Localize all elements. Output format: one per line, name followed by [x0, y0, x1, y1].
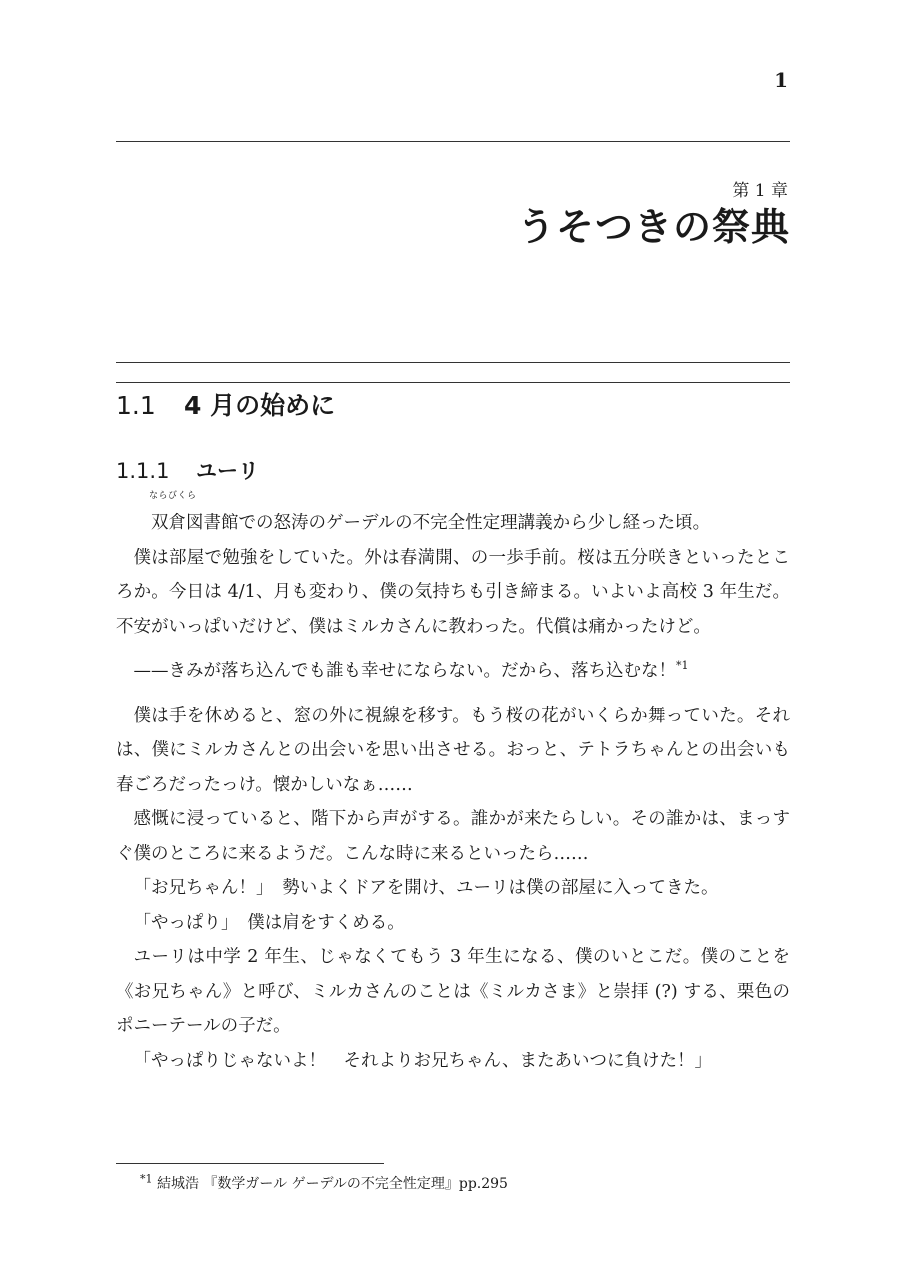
subsection-number: 1.1.1 [116, 459, 170, 483]
section-heading [116, 386, 335, 422]
paragraph: 感慨に浸っていると、階下から声がする。誰かが来たらしい。その誰かは、まっすぐ僕のところに来るようだ。こんな時に来るといったら…… [116, 809, 790, 864]
footnote-text: 結城浩 『数学ガール ゲーデルの不完全性定理』pp.295 [156, 1176, 508, 1192]
paragraph [116, 491, 790, 541]
section-number: 1.1 [116, 391, 156, 420]
page-number: 1 [774, 68, 788, 92]
paragraph: 僕は手を休めると、窓の外に視線を移す。もう桜の花がいくらか舞っていた。それは、僕にミルカさんとの出会いを思い出させる。おっと、テトラちゃんとの出会いも春ごろだったっけ。懐かしいなぁ…… [116, 705, 790, 795]
chapter-label: 第 1 章 [732, 181, 788, 201]
paragraph: 「やっぱりじゃないよ！ それよりお兄ちゃん、またあいつに負けた！」 [133, 1050, 713, 1071]
footnote-rule [116, 1163, 384, 1164]
subsection-heading [116, 455, 259, 485]
footnote-mark: *1 [140, 1172, 153, 1186]
footnote [140, 1173, 508, 1193]
ruby-base: 双倉 [151, 513, 186, 533]
paragraph-text: 図書館での怒涛のゲーデルの不完全性定理講義から少し経った頃。 [186, 513, 711, 533]
paragraph: 「やっぱり」 僕は肩をすくめる。 [133, 912, 405, 933]
chapter-rule-bottom [116, 362, 790, 363]
section-title: 4 月の始めに [184, 391, 336, 420]
subsection-title: ユーリ [196, 459, 259, 483]
chapter-title: うそつきの祭典 [516, 205, 790, 249]
footnote-reference[interactable]: *1 [676, 659, 689, 673]
section-rule [116, 382, 790, 383]
paragraph: ユーリは中学 2 年生、じゃなくてもう 3 年生になる、僕のいとこだ。僕のことを《お兄ちゃん》と呼び、ミルカさんのことは《ミルカさま》と崇拝 (?) する、栗色のポニーテールの子だ。 [116, 947, 790, 1036]
paragraph: 「お兄ちゃん！」 勢いよくドアを開け、ユーリは僕の部屋に入ってきた。 [133, 878, 719, 898]
chapter-rule-top [116, 141, 790, 142]
paragraph: 僕は部屋で勉強をしていた。外は春満開、の一歩手前。桜は五分咲きといったところか。今日は 4/1、月も変わり、僕の気持ちも引き締まる。いよいよ高校 3 年生だ。不安がいっぱいだけど、僕はミルカさんに教わった。代償は痛かったけど。 [116, 547, 790, 637]
ruby-word [134, 491, 197, 541]
quote-text: ——きみが落ち込んでも誰も幸せにならない。だから、落ち込むな！ [133, 661, 676, 681]
body-text [116, 491, 790, 1078]
ruby-reading: ならびくら [149, 491, 197, 501]
quote-paragraph [116, 654, 790, 689]
